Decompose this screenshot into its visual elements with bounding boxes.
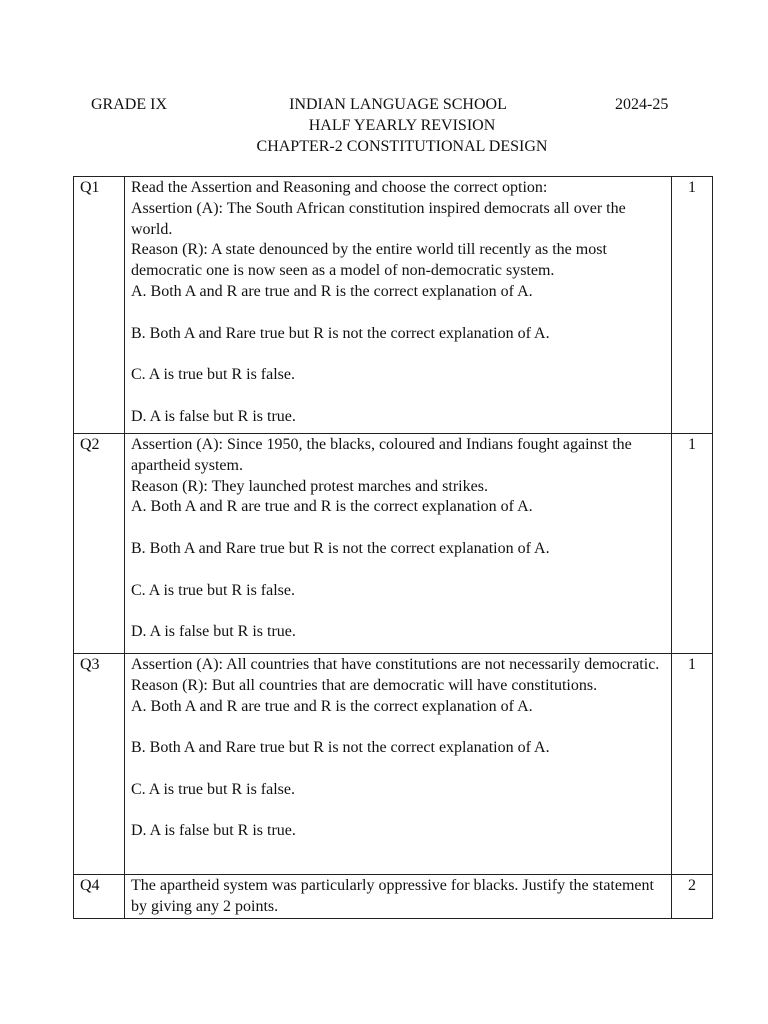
question-reason: Reason (R): A state denounced by the entire world till recently as the most democratic one is now seen as a model of non-democratic system. <box>131 241 607 280</box>
option-d: D. A is false but R is true. <box>131 822 296 840</box>
grade-label: GRADE IX <box>91 96 167 113</box>
option-a: A. Both A and R are true and R is the correct explanation of A. <box>131 282 533 300</box>
question-number: Q3 <box>74 654 125 875</box>
option-c: C. A is true but R is false. <box>131 581 295 599</box>
question-marks: 1 <box>672 434 713 654</box>
question-marks: 1 <box>672 177 713 434</box>
question-reason: Reason (R): They launched protest marches and strikes. <box>131 477 488 495</box>
option-b: B. Both A and Rare true but R is not the correct explanation of A. <box>131 539 550 557</box>
chapter-title: CHAPTER-2 CONSTITUTIONAL DESIGN <box>256 138 548 155</box>
question-row-q4 <box>74 875 713 919</box>
question-marks: 2 <box>672 875 713 919</box>
question-number: Q2 <box>74 434 125 654</box>
revision-title: HALF YEARLY REVISION <box>308 117 496 134</box>
question-reason: Reason (R): But all countries that are democratic will have constitutions. <box>131 676 598 694</box>
question-assertion: Assertion (A): All countries that have constitutions are not necessarily democratic. <box>131 656 660 673</box>
option-c: C. A is true but R is false. <box>131 780 295 798</box>
option-c: C. A is true but R is false. <box>131 366 295 384</box>
option-d: D. A is false but R is true. <box>131 623 296 641</box>
header-top-row <box>0 94 768 115</box>
question-number: Q1 <box>74 177 125 434</box>
academic-year: 2024-25 <box>615 96 669 113</box>
question-body <box>125 875 672 919</box>
question-marks: 1 <box>672 654 713 875</box>
question-row-q2 <box>74 434 713 654</box>
question-instruction: Read the Assertion and Reasoning and choose the correct option: <box>131 179 548 196</box>
question-body <box>125 177 672 434</box>
questions-table <box>73 176 713 919</box>
school-name: INDIAN LANGUAGE SCHOOL <box>289 96 507 113</box>
question-assertion: Assertion (A): The South African constitution inspired democrats all over the world. <box>131 199 626 238</box>
option-b: B. Both A and Rare true but R is not the correct explanation of A. <box>131 324 550 342</box>
option-d: D. A is false but R is true. <box>131 407 296 425</box>
document-header <box>0 94 768 157</box>
question-assertion: Assertion (A): Since 1950, the blacks, coloured and Indians fought against the apartheid system. <box>131 436 632 474</box>
option-a: A. Both A and R are true and R is the correct explanation of A. <box>131 697 533 715</box>
question-text: The apartheid system was particularly oppressive for blacks. Justify the statement by giving any 2 points. <box>131 877 654 915</box>
question-number: Q4 <box>74 875 125 919</box>
question-body <box>125 434 672 654</box>
question-row-q1 <box>74 177 713 434</box>
option-b: B. Both A and Rare true but R is not the correct explanation of A. <box>131 739 550 757</box>
question-body <box>125 654 672 875</box>
option-a: A. Both A and R are true and R is the correct explanation of A. <box>131 498 533 516</box>
question-row-q3 <box>74 654 713 875</box>
